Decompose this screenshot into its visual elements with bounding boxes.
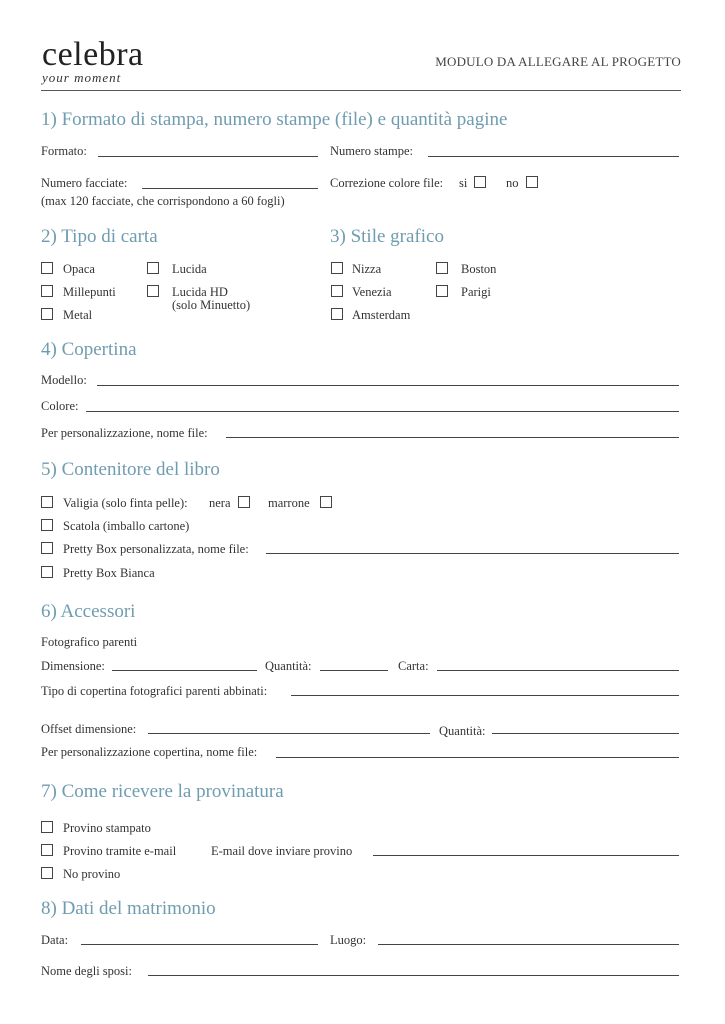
parigi-checkbox[interactable] (436, 285, 448, 297)
nizza-checkbox[interactable] (331, 262, 343, 274)
section-5-title: 5) Contenitore del libro (41, 459, 220, 480)
carta-label: Carta: (398, 659, 429, 673)
tipo-copertina-label: Tipo di copertina fotografici parenti abbinati: (41, 684, 268, 698)
pretty-box-pers-checkbox[interactable] (41, 542, 53, 554)
section-2-title: 2) Tipo di carta (41, 226, 158, 247)
no-provino-label: No provino (63, 867, 121, 881)
personalizzazione-label: Per personalizzazione, nome file: (41, 426, 208, 440)
nera-checkbox[interactable] (238, 496, 250, 508)
amsterdam-checkbox[interactable] (331, 308, 343, 320)
pers-copertina-label: Per personalizzazione copertina, nome file: (41, 745, 258, 759)
offset-label: Offset dimensione: (41, 722, 137, 736)
email-dove-label: E-mail dove inviare provino (211, 844, 353, 858)
facciate-note: (max 120 facciate, che corrispondono a 60 fogli) (41, 194, 285, 208)
data-label: Data: (41, 933, 69, 947)
pretty-box-pers-field[interactable] (266, 553, 679, 554)
pretty-box-bianca-label: Pretty Box Bianca (63, 566, 155, 580)
luogo-label: Luogo: (330, 933, 367, 947)
metal-checkbox[interactable] (41, 308, 53, 320)
correzione-colore-label: Correzione colore file: (330, 176, 444, 190)
lucida-label: Lucida (172, 262, 207, 276)
correzione-si-checkbox[interactable] (474, 176, 486, 188)
dimensione-field[interactable] (112, 670, 257, 671)
no-provino-checkbox[interactable] (41, 867, 53, 879)
email-dove-field[interactable] (373, 855, 679, 856)
valigia-checkbox[interactable] (41, 496, 53, 508)
numero-stampe-label: Numero stampe: (330, 144, 413, 158)
fotografico-label: Fotografico parenti (41, 635, 138, 649)
brand-tagline: your moment (42, 70, 122, 85)
correzione-no-checkbox[interactable] (526, 176, 538, 188)
nera-label: nera (209, 496, 231, 510)
metal-label: Metal (63, 308, 93, 322)
luogo-field[interactable] (378, 944, 679, 945)
valigia-label: Valigia (solo finta pelle): (63, 496, 188, 510)
scatola-checkbox[interactable] (41, 519, 53, 531)
sposi-label: Nome degli sposi: (41, 964, 132, 978)
numero-stampe-field[interactable] (428, 156, 679, 157)
section-7-title: 7) Come ricevere la provinatura (41, 781, 284, 802)
tipo-copertina-field[interactable] (291, 695, 679, 696)
correzione-si-label: si (459, 176, 468, 190)
opaca-label: Opaca (63, 262, 95, 276)
boston-checkbox[interactable] (436, 262, 448, 274)
scatola-label: Scatola (imballo cartone) (63, 519, 190, 533)
modello-label: Modello: (41, 373, 87, 387)
formato-field[interactable] (98, 156, 318, 157)
quantita2-label: Quantità: (439, 724, 486, 738)
marrone-label: marrone (268, 496, 310, 510)
amsterdam-label: Amsterdam (352, 308, 411, 322)
nizza-label: Nizza (352, 262, 382, 276)
quantita-label: Quantità: (265, 659, 312, 673)
colore-field[interactable] (86, 411, 679, 412)
personalizzazione-field[interactable] (226, 437, 679, 438)
formato-label: Formato: (41, 144, 87, 158)
venezia-checkbox[interactable] (331, 285, 343, 297)
parigi-label: Parigi (461, 285, 491, 299)
section-1-title: 1) Formato di stampa, numero stampe (file) e quantità pagine (41, 109, 508, 130)
millepunti-checkbox[interactable] (41, 285, 53, 297)
numero-facciate-field[interactable] (142, 188, 318, 189)
numero-facciate-label: Numero facciate: (41, 176, 128, 190)
colore-label: Colore: (41, 399, 79, 413)
section-8-title: 8) Dati del matrimonio (41, 898, 216, 919)
carta-field[interactable] (437, 670, 679, 671)
section-4-title: 4) Copertina (41, 339, 137, 360)
lucida-hd-label: Lucida HD (172, 285, 228, 299)
dimensione-label: Dimensione: (41, 659, 105, 673)
lucida-hd-note: (solo Minuetto) (172, 298, 251, 312)
venezia-label: Venezia (352, 285, 392, 299)
brand-logo: celebra (42, 36, 144, 73)
pers-copertina-field[interactable] (276, 757, 679, 758)
lucida-hd-checkbox[interactable] (147, 285, 159, 297)
millepunti-label: Millepunti (63, 285, 116, 299)
pretty-box-bianca-checkbox[interactable] (41, 566, 53, 578)
offset-field[interactable] (148, 733, 430, 734)
lucida-checkbox[interactable] (147, 262, 159, 274)
opaca-checkbox[interactable] (41, 262, 53, 274)
pretty-box-pers-label: Pretty Box personalizzata, nome file: (63, 542, 249, 556)
data-field[interactable] (81, 944, 318, 945)
section-3-title: 3) Stile grafico (330, 226, 444, 247)
header-divider (41, 90, 681, 91)
provino-stampato-checkbox[interactable] (41, 821, 53, 833)
provino-email-label: Provino tramite e-mail (63, 844, 177, 858)
provino-stampato-label: Provino stampato (63, 821, 151, 835)
quantita2-field[interactable] (492, 733, 679, 734)
section-6-title: 6) Accessori (41, 601, 136, 622)
correzione-no-label: no (506, 176, 519, 190)
boston-label: Boston (461, 262, 497, 276)
modello-field[interactable] (97, 385, 679, 386)
quantita-field[interactable] (320, 670, 388, 671)
marrone-checkbox[interactable] (320, 496, 332, 508)
provino-email-checkbox[interactable] (41, 844, 53, 856)
document-title: MODULO DA ALLEGARE AL PROGETTO (435, 54, 681, 69)
sposi-field[interactable] (148, 975, 679, 976)
